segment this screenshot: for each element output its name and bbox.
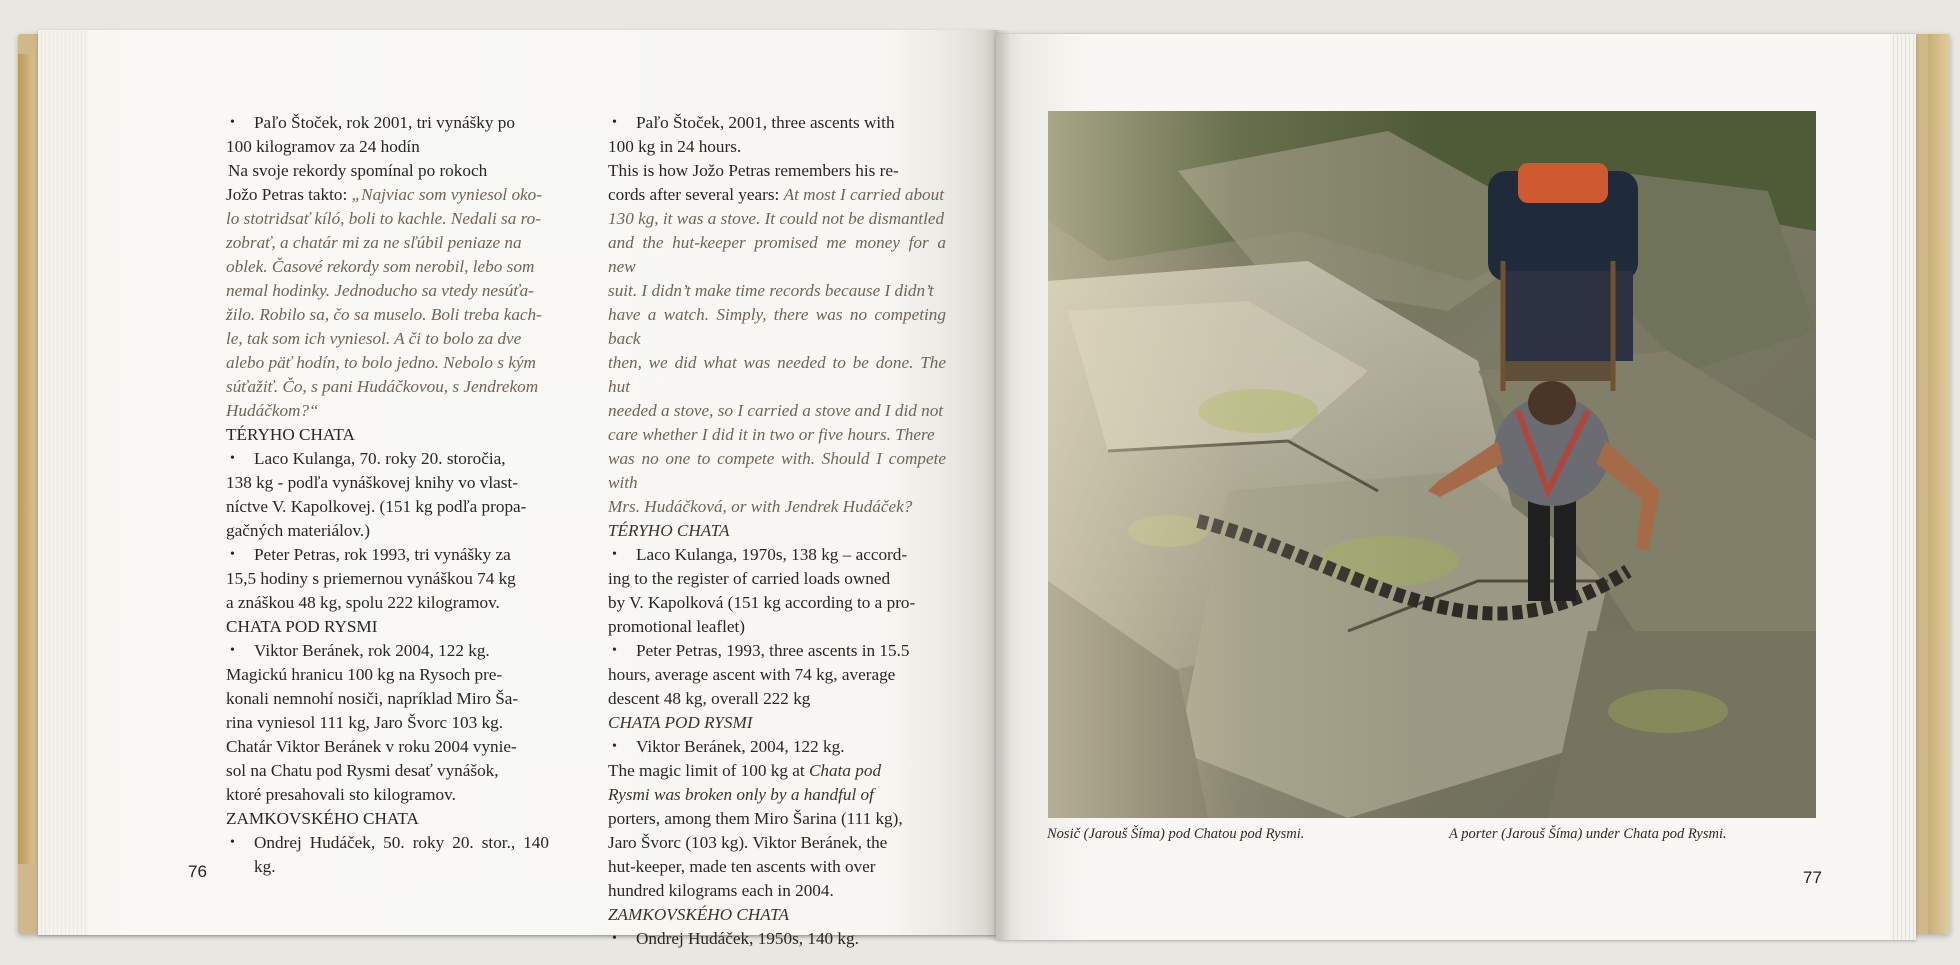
line-text: a znáškou 48 kg, spolu 222 kilogramov. [226,593,500,612]
text-line [608,447,946,495]
line-text: Ondrej Hudáček, 50. roky 20. stor., 140 kg. [254,833,549,876]
line-text: was no one to compete with. Should I compete with [608,449,946,492]
line-text: Chatár Viktor Beránek v roku 2004 vynie- [226,737,517,756]
text-line [226,111,549,135]
text-line [226,183,549,207]
text-line [226,783,549,807]
line-text: Ondrej Hudáček, 1950s, 140 kg. [636,929,859,948]
text-line [608,399,946,423]
line-text: TÉRYHO CHATA [608,521,730,540]
line-text: TÉRYHO CHATA [226,425,355,444]
line-text: hut-keeper, made ten ascents with over [608,857,876,876]
section-heading [226,423,549,447]
line-text: ktoré presahovali sto kilogramov. [226,785,456,804]
text-line [226,639,549,663]
text-line [226,135,549,159]
text-line [226,495,549,519]
text-line [226,399,549,423]
text-line [226,567,549,591]
text-line [226,279,549,303]
text-line [226,303,549,327]
line-text: Jaro Švorc (103 kg). Viktor Beránek, the [608,833,888,852]
line-text: The magic limit of 100 kg at [608,761,809,780]
text-line [608,879,946,903]
section-heading [226,615,549,639]
line-text: 15,5 hodiny s priemernou vynáškou 74 kg [226,569,516,588]
section-heading [226,807,549,831]
text-line [226,831,549,879]
section-heading [608,519,946,543]
line-text: Laco Kulanga, 1970s, 138 kg – accord- [636,545,908,564]
text-line [226,519,549,543]
section-heading [608,903,946,927]
text-line [226,711,549,735]
text-line [608,111,946,135]
line-text: níctve V. Kapolkovej. (151 kg podľa propa- [226,497,527,516]
text-line [608,231,946,279]
line-text: ing to the register of carried loads owned [608,569,891,588]
section-heading [608,711,946,735]
text-line [608,351,946,399]
line-text: cords after several years: [608,185,784,204]
line-text: Magickú hranicu 100 kg na Rysoch pre- [226,665,503,684]
cover-edge-right [1928,34,1950,934]
line-text: then, we did what was needed to be done. The hut [608,353,946,396]
line-text: gačných materiálov.) [226,521,370,540]
line-text: promotional leaflet) [608,617,745,636]
text-line [608,159,946,183]
line-text: Jožo Petras takto: [226,185,352,204]
line-text: ZAMKOVSKÉHO CHATA [608,905,789,924]
text-line [608,279,946,303]
text-line [226,471,549,495]
text-line [226,207,549,231]
photo-caption-slovak: Nosič (Jarouš Šíma) pod Chatou pod Rysmi. [1047,826,1305,842]
text-line [226,735,549,759]
text-line [608,303,946,351]
hut-name-italic: Chata pod [808,761,882,780]
line-text: oblek. Časové rekordy som nerobil, lebo som [226,257,535,276]
line-text: lo stotridsať kíló, boli to kachle. Nedali sa ro- [226,209,541,228]
text-line [608,567,946,591]
porter-photo [1048,111,1816,818]
text-line [226,351,549,375]
text-line [226,231,549,255]
line-text: Rysmi was broken only by a handful of [608,785,874,804]
text-line [608,807,946,831]
text-line [608,591,946,615]
text-line [608,735,946,759]
line-text: Mrs. Hudáčková, or with Jendrek Hudáček? [608,497,913,516]
line-text: nemal hodinky. Jednoducho sa vtedy nesúťa- [226,281,534,300]
line-text: 138 kg - podľa vynáškovej knihy vo vlast- [226,473,518,492]
line-text: Paľo Štoček, 2001, three ascents with [636,113,895,132]
line-text: Laco Kulanga, 70. roky 20. storočia, [254,449,506,468]
quote-text: At most I carried about [783,185,945,204]
text-line [608,207,946,231]
line-text: Viktor Beránek, 2004, 122 kg. [636,737,845,756]
line-text: Peter Petras, 1993, three ascents in 15.5 [636,641,910,660]
line-text: CHATA POD RYSMI [608,713,753,732]
porter-photo-illustration [1048,111,1816,818]
line-text: descent 48 kg, overall 222 kg [608,689,811,708]
line-text: Paľo Štoček, rok 2001, tri vynášky po [254,113,515,132]
line-text: hundred kilograms each in 2004. [608,881,834,900]
line-text: Viktor Beránek, rok 2004, 122 kg. [254,641,490,660]
page-number-left: 76 [188,862,207,881]
line-text: 130 kg, it was a stove. It could not be dismantled [608,209,945,228]
text-line [608,423,946,447]
line-text: by V. Kapolková (151 kg according to a pro- [608,593,916,612]
text-line [608,855,946,879]
line-text: and the hut-keeper promised me money for a new [608,233,946,276]
right-page-edges [1890,34,1916,940]
text-line [608,135,946,159]
text-line [608,495,946,519]
text-line [226,375,549,399]
text-line [608,783,946,807]
text-line [608,615,946,639]
line-text: care whether I did it in two or five hours. There [608,425,935,444]
text-line [226,447,549,471]
line-text: suit. I didn’t make time records because I didn’t [608,281,934,300]
text-line [226,543,549,567]
line-text: needed a stove, so I carried a stove and I did not [608,401,944,420]
line-text: žilo. Robilo sa, čo sa muselo. Boli treba kach- [226,305,542,324]
book-gutter [985,30,1011,940]
left-page-edges [38,30,88,935]
text-line [226,663,549,687]
line-text: Peter Petras, rok 1993, tri vynášky za [254,545,511,564]
text-line [226,255,549,279]
line-text: ZAMKOVSKÉHO CHATA [226,809,419,828]
text-line [608,687,946,711]
text-line [226,687,549,711]
text-line [608,759,946,783]
page-number-right: 77 [1803,868,1822,887]
text-line [608,927,946,951]
text-line [226,327,549,351]
english-text-column [608,111,946,951]
text-line [608,639,946,663]
text-line [226,591,549,615]
text-line [608,663,946,687]
photo-caption-english: A porter (Jarouš Šíma) under Chata pod Rysmi. [1449,826,1727,842]
line-text: Hudáčkom?“ [226,401,319,420]
line-text: This is how Jožo Petras remembers his re- [608,161,899,180]
line-text: rina vyniesol 111 kg, Jaro Švorc 103 kg. [226,713,504,732]
text-line [608,543,946,567]
line-text: hours, average ascent with 74 kg, average [608,665,896,684]
slovak-text-column [226,111,549,879]
line-text: zobrať, a chatár mi za ne sľúbil peniaze na [226,233,522,252]
line-text: 100 kilogramov za 24 hodín [226,137,420,156]
line-text: porters, among them Miro Šarina (111 kg), [608,809,903,828]
text-line [226,759,549,783]
cover-edge-left [18,54,34,864]
line-text: súťažiť. Čo, s pani Hudáčkovou, s Jendrekom [226,377,539,396]
text-line [226,159,549,183]
line-text: 100 kg in 24 hours. [608,137,742,156]
line-text: le, tak som ich vyniesol. A či to bolo za dve [226,329,522,348]
quote-text: „Najviac som vyniesol oko- [351,185,543,204]
text-line [608,183,946,207]
text-line [608,831,946,855]
line-text: sol na Chatu pod Rysmi desať vynášok, [226,761,499,780]
line-text: have a watch. Simply, there was no competing back [608,305,946,348]
line-text: alebo päť hodín, to bolo jedno. Nebolo s kým [226,353,536,372]
line-text: Na svoje rekordy spomínal po rokoch [228,161,488,180]
line-text: konali nemnohí nosiči, napríklad Miro Ša- [226,689,519,708]
line-text: CHATA POD RYSMI [226,617,378,636]
